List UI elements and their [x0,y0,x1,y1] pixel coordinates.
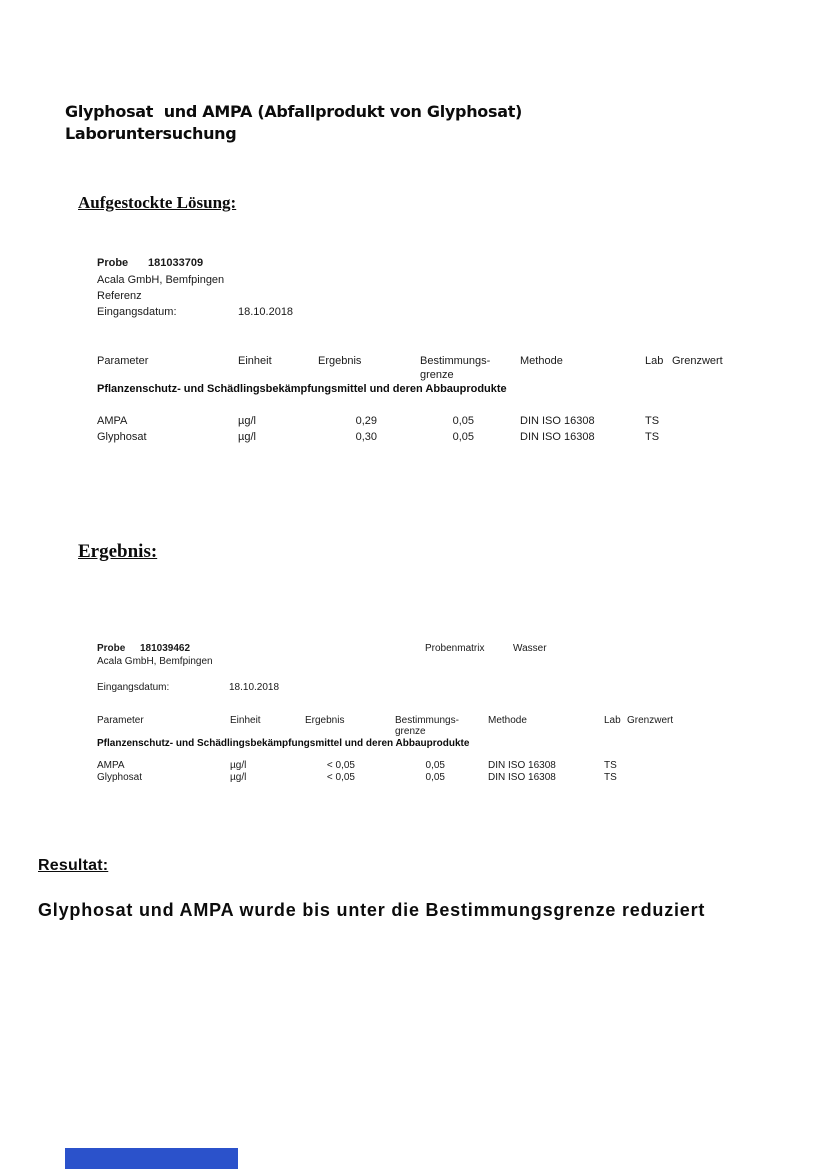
document-title-line1: Glyphosat und AMPA (Abfallprodukt von Glyphosat) [65,102,523,121]
sample-info-2 [97,643,757,703]
row-parameter: AMPA [97,415,128,427]
col-header-methode: Methode [520,355,563,367]
row-ergebnis: 0,29 [355,415,377,427]
row-bestimmungsgrenze: 0,05 [425,760,445,771]
probenmatrix-label: Probenmatrix [425,643,485,654]
intake-date-label: Eingangsdatum: [97,682,170,693]
row-lab: TS [604,760,617,771]
sample-info-1 [97,257,757,327]
row-methode: DIN ISO 16308 [520,415,595,427]
analysis-table-1 [97,355,757,455]
conclusion-heading: Resultat: [38,857,109,874]
analysis-table-2 [97,715,757,795]
col-header-lab: Lab [645,355,664,367]
probenmatrix-value: Wasser [513,643,547,654]
col-header-ergebnis: Ergebnis [305,715,345,726]
col-header-bestimmungsgrenze: Bestimmungs- [395,715,459,726]
col-header-grenzwert: Grenzwert [627,715,674,726]
probe-label: Probe [97,257,129,269]
col-header-einheit: Einheit [238,355,272,367]
probe-number: 181033709 [148,257,204,269]
row-parameter: Glyphosat [97,431,147,443]
row-ergebnis: 0,30 [355,431,377,443]
row-bestimmungsgrenze: 0,05 [425,772,445,783]
client-name: Acala GmbH, Bemfpingen [97,274,225,286]
row-methode: DIN ISO 16308 [520,431,595,443]
col-header-parameter: Parameter [97,715,144,726]
row-lab: TS [645,415,660,427]
col-header-bestimmungsgrenze: Bestimmungs- [420,355,491,367]
footer-logo-bar [65,1148,238,1169]
intake-date-label: Eingangsdatum: [97,306,177,318]
row-ergebnis: < 0,05 [326,772,355,783]
document-title-line2: Laboruntersuchung [65,124,237,143]
intake-date-value: 18.10.2018 [238,306,294,318]
col-header-parameter: Parameter [97,355,149,367]
probe-label: Probe [97,643,126,654]
row-methode: DIN ISO 16308 [488,772,556,783]
col-header-lab: Lab [604,715,621,726]
row-parameter: Glyphosat [97,772,143,783]
document-title [65,101,522,145]
col-header-bestimmungsgrenze-line2: grenze [420,369,454,381]
table-group-header: Pflanzenschutz- und Schädlingsbekämpfungsmittel und deren Abbauprodukte [97,383,507,395]
row-lab: TS [645,431,660,443]
row-lab: TS [604,772,617,783]
col-header-bestimmungsgrenze-line2: grenze [395,726,426,737]
row-parameter: AMPA [97,760,125,771]
col-header-einheit: Einheit [230,715,261,726]
row-methode: DIN ISO 16308 [488,760,556,771]
col-header-ergebnis: Ergebnis [318,355,362,367]
reference-label: Referenz [97,290,142,302]
row-einheit: µg/l [230,772,247,783]
section-heading-aufgestockte-loesung: Aufgestockte Lösung: [78,193,237,212]
row-einheit: µg/l [238,415,256,427]
row-einheit: µg/l [238,431,256,443]
conclusion-statement: Glyphosat und AMPA wurde bis unter die Bestimmungsgrenze reduziert [38,900,706,920]
intake-date-value: 18.10.2018 [229,682,280,693]
col-header-methode: Methode [488,715,527,726]
row-ergebnis: < 0,05 [326,760,355,771]
section-heading-ergebnis: Ergebnis: [78,541,158,562]
col-header-grenzwert: Grenzwert [672,355,723,367]
row-einheit: µg/l [230,760,247,771]
row-bestimmungsgrenze: 0,05 [452,431,474,443]
probe-number: 181039462 [140,643,191,654]
table-group-header: Pflanzenschutz- und Schädlingsbekämpfungsmittel und deren Abbauprodukte [97,738,470,749]
client-name: Acala GmbH, Bemfpingen [97,656,213,667]
row-bestimmungsgrenze: 0,05 [452,415,474,427]
